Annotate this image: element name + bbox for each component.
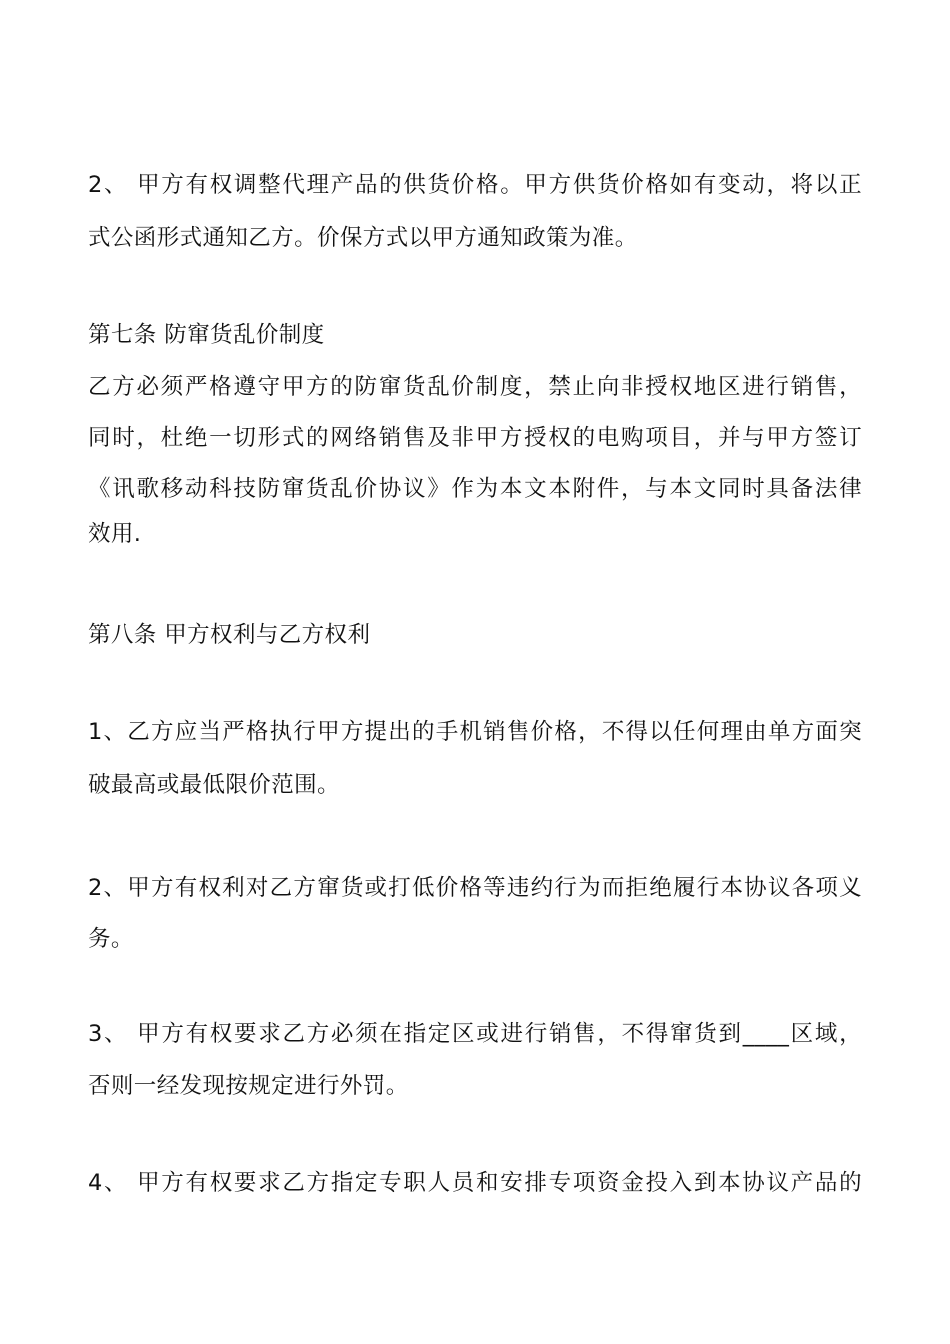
paragraph-line: 否则一经发现按规定进行外罚。: [88, 1073, 409, 1099]
paragraph-line: 效用.: [88, 521, 142, 547]
paragraph-line: 2、 甲方有权调整代理产品的供货价格。甲方供货价格如有变动，将以正: [88, 172, 862, 198]
paragraph-line: 乙方必须严格遵守甲方的防窜货乱价制度，禁止向非授权地区进行销售，: [88, 374, 862, 400]
paragraph-line: 同时，杜绝一切形式的网络销售及非甲方授权的电购项目，并与甲方签订: [88, 425, 862, 451]
paragraph-line: 2、甲方有权利对乙方窜货或打低价格等违约行为而拒绝履行本协议各项义: [88, 875, 862, 901]
paragraph-line: 1、乙方应当严格执行甲方提出的手机销售价格，不得以任何理由单方面突: [88, 719, 862, 745]
paragraph-line: 《讯歌移动科技防窜货乱价协议》作为本文本附件，与本文同时具备法律: [88, 476, 862, 502]
section-heading: 第七条 防窜货乱价制度: [88, 322, 325, 348]
section-heading: 第八条 甲方权利与乙方权利: [88, 622, 371, 648]
paragraph-line: 式公函形式通知乙方。价保方式以甲方通知政策为准。: [88, 225, 638, 251]
paragraph-line: 4、 甲方有权要求乙方指定专职人员和安排专项资金投入到本协议产品的: [88, 1170, 862, 1196]
paragraph-line: 务。: [88, 926, 134, 952]
paragraph-line: 破最高或最低限价范围。: [88, 772, 340, 798]
paragraph-line: 3、 甲方有权要求乙方必须在指定区或进行销售，不得窜货到____区域，: [88, 1021, 862, 1047]
